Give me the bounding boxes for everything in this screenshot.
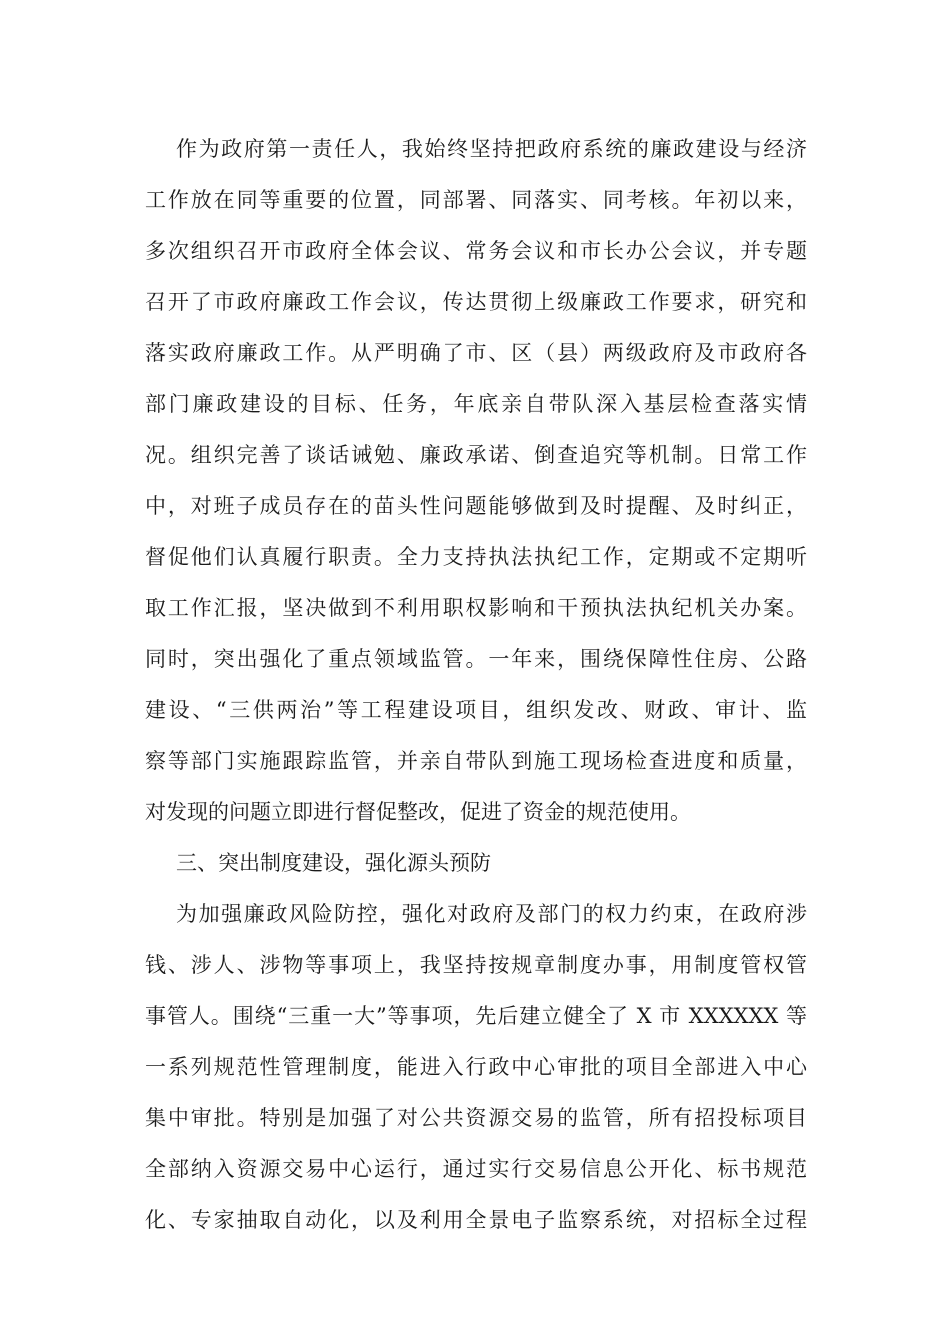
text-line: 作为政府第一责任人，我始终坚持把政府系统的廉政建设与经济 (176, 137, 807, 161)
text-line: 工作放在同等重要的位置，同部署、同落实、同考核。年初以来， (145, 188, 807, 212)
text-line: 多次组织召开市政府全体会议、常务会议和市长办公会议，并专题 (145, 239, 807, 263)
text-line: 同时，突出强化了重点领域监管。一年来，围绕保障性住房、公路 (145, 647, 807, 671)
text-line: 事管人。围绕“三重一大”等事项，先后建立健全了 X 市 XXXXXX 等 (145, 1004, 807, 1028)
document-page (145, 124, 807, 1246)
text-line: 部门廉政建设的目标、任务，年底亲自带队深入基层检查落实情 (145, 392, 807, 416)
text-line: 全部纳入资源交易中心运行，通过实行交易信息公开化、标书规范 (145, 1157, 807, 1181)
text-line: 取工作汇报，坚决做到不利用职权影响和干预执法执纪机关办案。 (145, 596, 807, 620)
text-line: 对发现的问题立即进行督促整改，促进了资金的规范使用。 (145, 800, 691, 824)
text-line: 召开了市政府廉政工作会议，传达贯彻上级廉政工作要求，研究和 (145, 290, 807, 314)
text-line: 为加强廉政风险防控，强化对政府及部门的权力约束，在政府涉 (176, 902, 807, 926)
text-line: 落实政府廉政工作。从严明确了市、区（县）两级政府及市政府各 (145, 341, 807, 365)
text-line: 中，对班子成员存在的苗头性问题能够做到及时提醒、及时纠正， (145, 494, 807, 518)
text-line: 一系列规范性管理制度，能进入行政中心审批的项目全部进入中心 (145, 1055, 807, 1079)
text-line: 集中审批。特别是加强了对公共资源交易的监管，所有招投标项目 (145, 1106, 807, 1130)
text-line: 化、专家抽取自动化，以及利用全景电子监察系统，对招标全过程 (145, 1208, 807, 1232)
text-line: 察等部门实施跟踪监管，并亲自带队到施工现场检查进度和质量， (145, 749, 807, 773)
text-line: 况。组织完善了谈话诫勉、廉政承诺、倒查追究等机制。日常工作 (145, 443, 807, 467)
text-line: 三、突出制度建设，强化源头预防 (176, 851, 491, 875)
text-line: 建设、“三供两治”等工程建设项目，组织发改、财政、审计、监 (145, 698, 807, 722)
text-line: 督促他们认真履行职责。全力支持执法执纪工作，定期或不定期听 (145, 545, 807, 569)
text-line: 钱、涉人、涉物等事项上，我坚持按规章制度办事，用制度管权管 (145, 953, 807, 977)
